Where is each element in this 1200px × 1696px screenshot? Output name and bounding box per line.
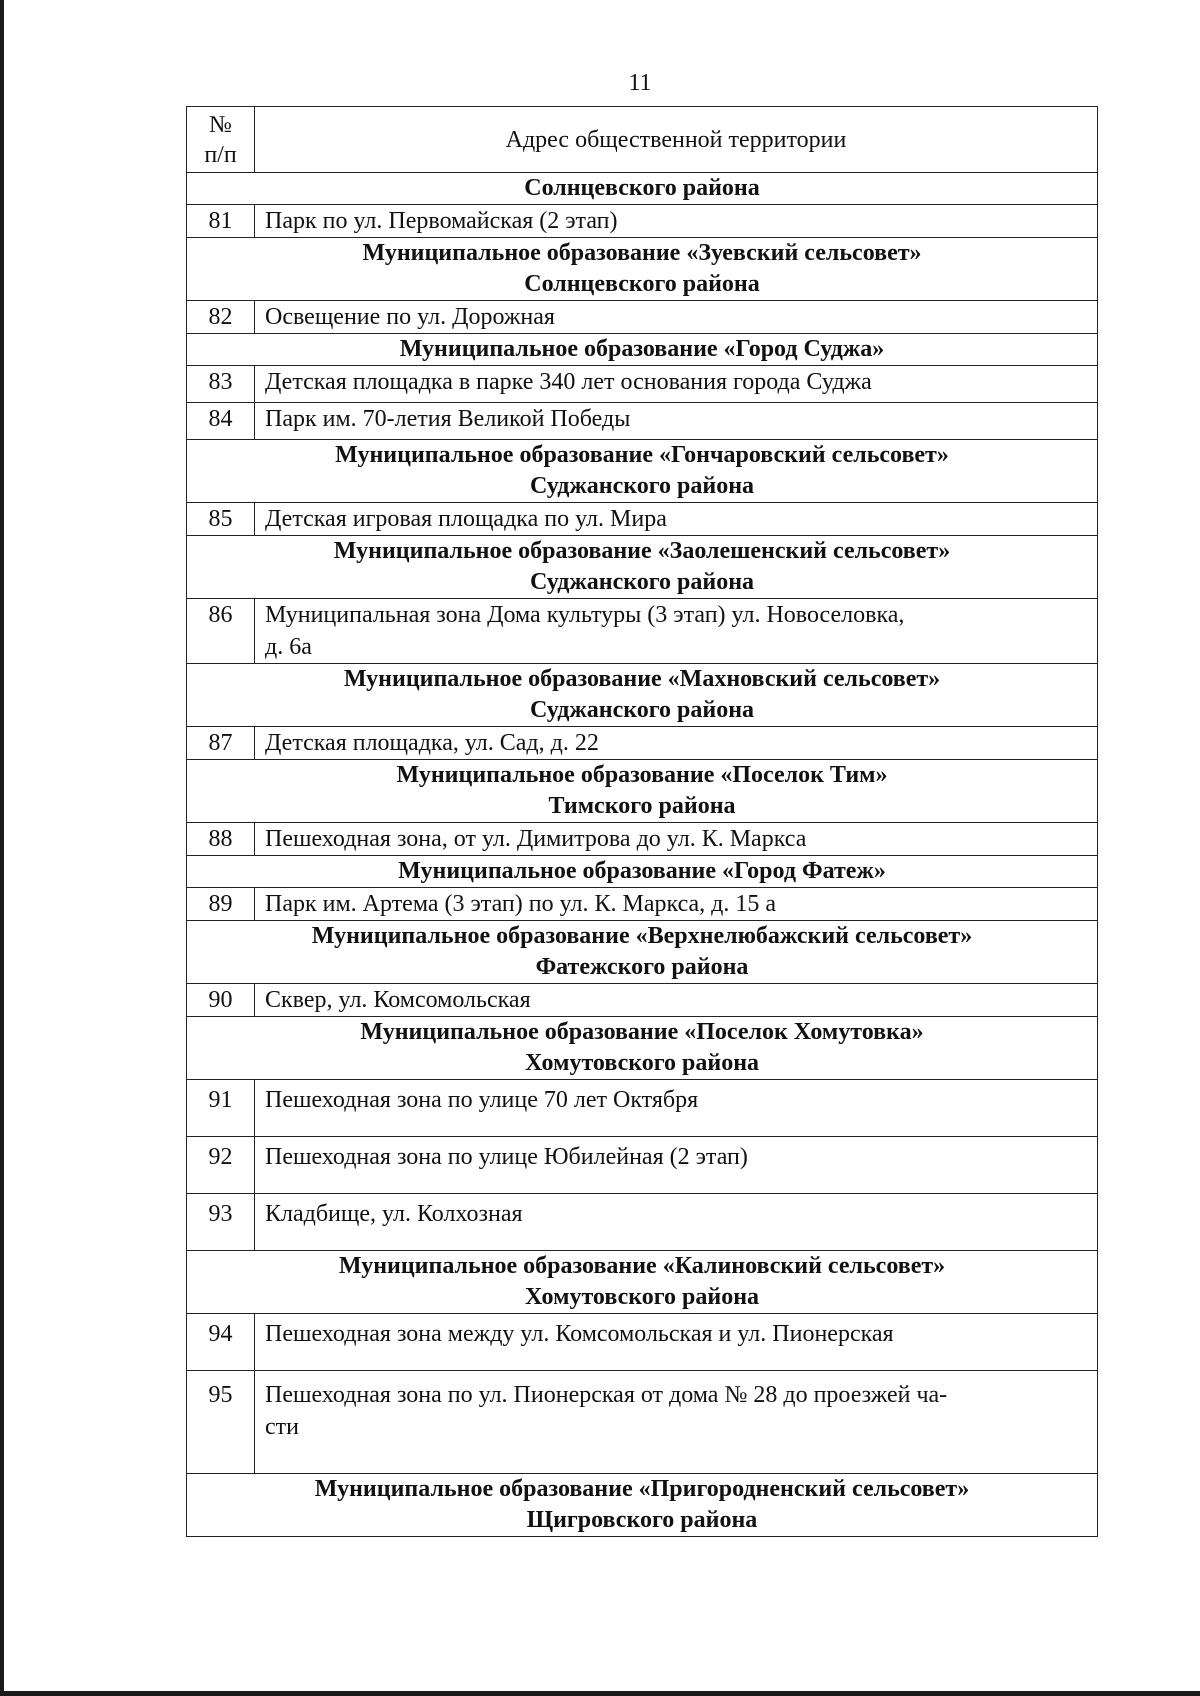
table-row bbox=[187, 823, 1098, 856]
row-address-line: Детская площадка, ул. Сад, д. 22 bbox=[265, 730, 599, 756]
row-address-line: Детская площадка в парке 340 лет основания города Суджа bbox=[265, 369, 872, 395]
group-header-row bbox=[187, 1017, 1098, 1080]
group-header-row bbox=[187, 760, 1098, 823]
table-row bbox=[187, 403, 1098, 440]
row-address-line: Пешеходная зона по улице 70 лет Октября bbox=[265, 1087, 699, 1113]
municipality-heading bbox=[187, 760, 1098, 823]
group-header-row bbox=[187, 238, 1098, 301]
territory-table bbox=[186, 106, 1098, 1537]
scan-edge-bottom bbox=[0, 1691, 1200, 1696]
row-address-line: Муниципальная зона Дома культуры (3 этап) ул. Новоселовка, bbox=[265, 602, 905, 628]
row-address-line: Детская игровая площадка по ул. Мира bbox=[265, 506, 667, 532]
row-address-line: Освещение по ул. Дорожная bbox=[265, 304, 555, 330]
table-row bbox=[187, 599, 1098, 664]
table-row bbox=[187, 1371, 1098, 1474]
row-number: 91 bbox=[187, 1080, 255, 1137]
row-number: 86 bbox=[187, 599, 255, 664]
row-address bbox=[255, 1371, 1098, 1474]
municipality-heading-line: Муниципальное образование «Верхнелюбажский сельсовет» bbox=[311, 923, 973, 949]
row-address bbox=[255, 301, 1098, 334]
row-address bbox=[255, 1314, 1098, 1371]
table-row bbox=[187, 984, 1098, 1017]
row-address-line: Пешеходная зона, от ул. Димитрова до ул. К. Маркса bbox=[265, 826, 807, 852]
row-address bbox=[255, 1137, 1098, 1194]
row-address bbox=[255, 599, 1098, 664]
row-address bbox=[255, 888, 1098, 921]
table-row bbox=[187, 888, 1098, 921]
table-row bbox=[187, 205, 1098, 238]
table-row bbox=[187, 1194, 1098, 1251]
municipality-heading-line: Муниципальное образование «Гончаровский сельсовет» bbox=[335, 442, 949, 468]
row-number: 92 bbox=[187, 1137, 255, 1194]
page-number: 11 bbox=[628, 70, 652, 96]
municipality-heading bbox=[187, 856, 1098, 888]
municipality-heading bbox=[187, 664, 1098, 727]
municipality-heading-line: Муниципальное образование «Заолешенский сельсовет» bbox=[333, 538, 951, 564]
municipality-heading-line: Муниципальное образование «Город Фатеж» bbox=[398, 858, 886, 884]
municipality-heading-line: Суджанского района bbox=[529, 569, 755, 595]
row-address-line: Пешеходная зона по улице Юбилейная (2 этап) bbox=[265, 1144, 748, 1170]
group-header-row bbox=[187, 1474, 1098, 1537]
row-number: 88 bbox=[187, 823, 255, 856]
scan-edge-left bbox=[0, 0, 4, 1696]
row-number: 93 bbox=[187, 1194, 255, 1251]
municipality-heading-line: Хомутовского района bbox=[524, 1050, 760, 1076]
row-address bbox=[255, 403, 1098, 440]
row-address bbox=[255, 727, 1098, 760]
municipality-heading-line: Муниципальное образование «Зуевский сельсовет» bbox=[362, 240, 922, 266]
municipality-heading-line: Тимского района bbox=[548, 793, 736, 819]
municipality-heading-line: Фатежского района bbox=[535, 954, 749, 980]
municipality-heading-line: Щигровского района bbox=[526, 1507, 758, 1533]
row-number: 81 bbox=[187, 205, 255, 238]
row-address-line: Кладбище, ул. Колхозная bbox=[265, 1201, 523, 1227]
row-address-line: Парк по ул. Первомайская (2 этап) bbox=[265, 208, 618, 234]
row-address bbox=[255, 984, 1098, 1017]
row-number: 95 bbox=[187, 1371, 255, 1474]
municipality-heading bbox=[187, 238, 1098, 301]
row-address bbox=[255, 366, 1098, 403]
municipality-heading bbox=[187, 334, 1098, 366]
row-number: 84 bbox=[187, 403, 255, 440]
row-number: 82 bbox=[187, 301, 255, 334]
table-row bbox=[187, 1137, 1098, 1194]
row-address-line: сти bbox=[265, 1414, 299, 1440]
row-address bbox=[255, 823, 1098, 856]
municipality-heading bbox=[187, 1474, 1098, 1537]
table-row bbox=[187, 727, 1098, 760]
municipality-heading-line: Муниципальное образование «Калиновский сельсовет» bbox=[338, 1253, 946, 1279]
row-address-line: Пешеходная зона по ул. Пионерская от дома № 28 до проезжей ча- bbox=[265, 1382, 948, 1408]
table-row bbox=[187, 301, 1098, 334]
table-body bbox=[187, 173, 1098, 1537]
row-address-line: Сквер, ул. Комсомольская bbox=[265, 987, 531, 1013]
municipality-heading-line: Хомутовского района bbox=[524, 1284, 760, 1310]
group-header-row bbox=[187, 334, 1098, 366]
row-address bbox=[255, 1080, 1098, 1137]
municipality-heading-line: Муниципальное образование «Поселок Хомутовка» bbox=[360, 1019, 924, 1045]
municipality-heading-line: Муниципальное образование «Поселок Тим» bbox=[396, 762, 888, 788]
municipality-heading-line: Солнцевского района bbox=[524, 271, 760, 297]
municipality-heading bbox=[187, 440, 1098, 503]
row-address-line: д. 6а bbox=[265, 634, 312, 660]
row-address-line: Парк им. Артема (3 этап) по ул. К. Маркса, д. 15 а bbox=[265, 891, 777, 917]
row-address bbox=[255, 205, 1098, 238]
municipality-heading bbox=[187, 921, 1098, 984]
row-address bbox=[255, 503, 1098, 536]
municipality-heading-line: Суджанского района bbox=[529, 473, 755, 499]
group-header-row bbox=[187, 664, 1098, 727]
row-number: 94 bbox=[187, 1314, 255, 1371]
municipality-heading bbox=[187, 1251, 1098, 1314]
header-number-cell bbox=[187, 107, 255, 173]
row-number: 90 bbox=[187, 984, 255, 1017]
municipality-heading bbox=[187, 173, 1098, 205]
municipality-heading-line: Солнцевского района bbox=[524, 175, 760, 201]
table-row bbox=[187, 1314, 1098, 1371]
group-header-row bbox=[187, 536, 1098, 599]
row-number: 85 bbox=[187, 503, 255, 536]
municipality-heading-line: Суджанского района bbox=[529, 697, 755, 723]
table-row bbox=[187, 366, 1098, 403]
header-address-cell: Адрес общественной территории bbox=[255, 107, 1098, 173]
row-address bbox=[255, 1194, 1098, 1251]
row-address-line: Парк им. 70-летия Великой Победы bbox=[265, 406, 631, 432]
municipality-heading bbox=[187, 1017, 1098, 1080]
row-number: 83 bbox=[187, 366, 255, 403]
group-header-row bbox=[187, 173, 1098, 205]
municipality-heading bbox=[187, 536, 1098, 599]
table-row bbox=[187, 1080, 1098, 1137]
group-header-row bbox=[187, 440, 1098, 503]
municipality-heading-line: Муниципальное образование «Махновский сельсовет» bbox=[343, 666, 941, 692]
row-address-line: Пешеходная зона между ул. Комсомольская и ул. Пионерская bbox=[265, 1321, 894, 1347]
table-header-row bbox=[187, 107, 1098, 173]
row-number: 87 bbox=[187, 727, 255, 760]
group-header-row bbox=[187, 921, 1098, 984]
table-row bbox=[187, 503, 1098, 536]
header-number-symbol: № bbox=[209, 111, 232, 138]
header-number-abbr: п/п bbox=[204, 141, 237, 168]
municipality-heading-line: Муниципальное образование «Город Суджа» bbox=[399, 336, 885, 362]
row-number: 89 bbox=[187, 888, 255, 921]
group-header-row bbox=[187, 1251, 1098, 1314]
group-header-row bbox=[187, 856, 1098, 888]
municipality-heading-line: Муниципальное образование «Пригородненский сельсовет» bbox=[314, 1476, 970, 1502]
